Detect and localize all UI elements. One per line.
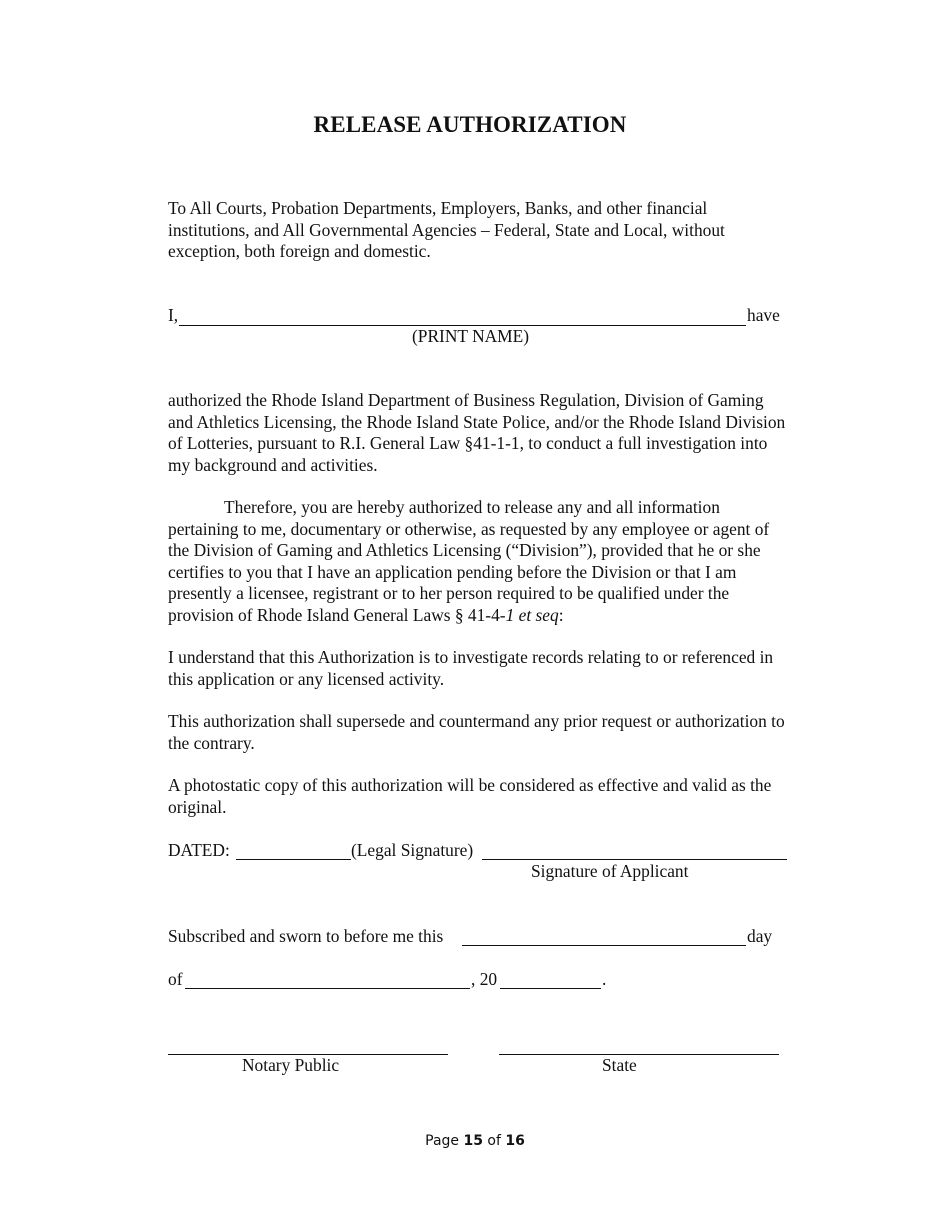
page-word: Page — [425, 1133, 460, 1149]
signature-caption: Signature of Applicant — [531, 861, 689, 881]
release-end: : — [558, 604, 564, 625]
day-label: day — [747, 926, 773, 946]
photostatic-paragraph: A photostatic copy of this authorization will be considered as effective and valid as the original. — [168, 775, 772, 817]
of-word: of — [487, 1133, 501, 1149]
dated-label: DATED: — [168, 840, 230, 860]
state-line[interactable] — [499, 1054, 779, 1055]
notary-public-caption: Notary Public — [242, 1055, 340, 1075]
state-caption: State — [602, 1055, 637, 1075]
release-paragraph — [168, 497, 788, 627]
page-number: 15 — [463, 1133, 483, 1149]
subscribed-label: Subscribed and sworn to before me this — [168, 926, 444, 946]
legal-signature-label: (Legal Signature) — [351, 840, 474, 860]
sworn-day-line[interactable] — [462, 945, 746, 946]
name-prefix: I, — [168, 305, 179, 325]
document-title: RELEASE AUTHORIZATION — [313, 112, 627, 137]
of-label: of — [168, 969, 183, 989]
year-prefix: , 20 — [471, 969, 498, 989]
authorization-paragraph: authorized the Rhode Island Department of Business Regulation, Division of Gaming and Athletics Licensing, the Rhode Island State Police, and/or the Rhode Island Division of Lotteries, pursuant to R.I. General Law §41-1-1, to conduct a full investigation into my background and activities. — [168, 390, 786, 475]
signature-line[interactable] — [482, 859, 787, 860]
print-name-caption: (PRINT NAME) — [412, 326, 530, 346]
name-suffix: have — [747, 305, 780, 325]
supersede-paragraph: This authorization shall supersede and countermand any prior request or authorization to the contrary. — [168, 711, 785, 753]
date-line[interactable] — [236, 859, 351, 860]
total-pages: 16 — [505, 1133, 525, 1149]
release-text: Therefore, you are hereby authorized to release any and all information pertaining to me, documentary or otherwise, as requested by any employee or agent of the Division of Gaming and Athletics Licensing (“Division”), provided that he or she certifies to you that I have an application pending before the Division or that I am presently a licensee, registrant or to her person required to be qualified under the provision of Rhode Island General Laws § 41-4- — [168, 497, 770, 625]
page-footer — [0, 1133, 950, 1149]
month-line[interactable] — [185, 988, 470, 989]
release-italic-text: 1 et seq — [505, 604, 559, 625]
period: . — [602, 969, 607, 989]
intro-paragraph: To All Courts, Probation Departments, Employers, Banks, and other financial institutions, and All Governmental Agencies – Federal, State and Local, without exception, both foreign and domestic. — [168, 198, 725, 262]
understand-paragraph: I understand that this Authorization is to investigate records relating to or referenced in this application or any licensed activity. — [168, 647, 774, 689]
year-line[interactable] — [500, 988, 601, 989]
